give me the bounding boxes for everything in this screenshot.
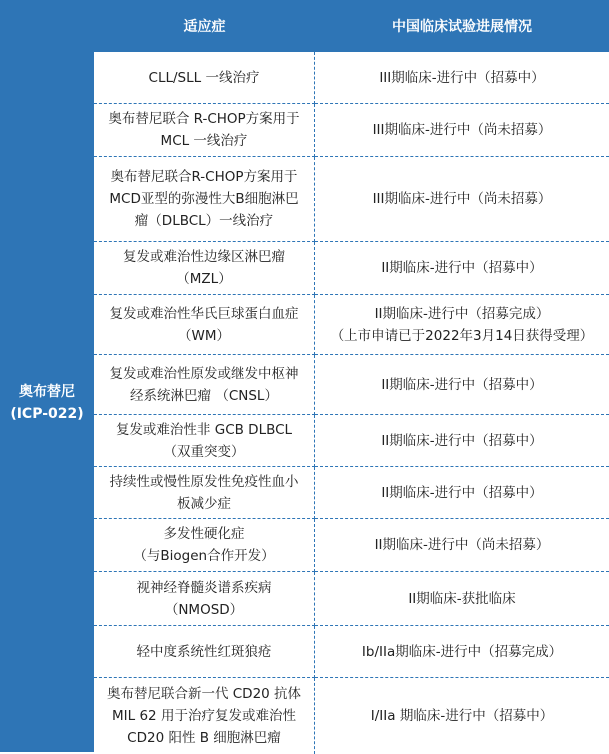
indication-line: 奥布替尼联合 R-CHOP方案用于 bbox=[108, 111, 300, 127]
indication-line: 复发或难治性边缘区淋巴瘤 bbox=[123, 249, 285, 265]
indication-line: 视神经脊髓炎谱系疾病 bbox=[136, 579, 272, 596]
indication-line: MCD亚型的弥漫性大B细胞淋巴 bbox=[109, 191, 299, 207]
header-corner bbox=[0, 0, 94, 52]
indication-cell bbox=[94, 104, 315, 157]
indication-line: （MZL） bbox=[176, 271, 232, 287]
status-line: II期临床-进行中（招募中） bbox=[381, 484, 543, 501]
indication-cell bbox=[94, 355, 315, 415]
status-line: II期临床-获批临床 bbox=[408, 590, 516, 607]
drug-label bbox=[0, 52, 94, 754]
status-cell bbox=[315, 157, 609, 242]
header-indication: 适应症 bbox=[183, 19, 226, 35]
indication-line: 复发或难治性非 GCB DLBCL bbox=[115, 421, 293, 438]
status-cell bbox=[315, 415, 609, 467]
status-line: II期临床-进行中（招募中） bbox=[381, 432, 543, 449]
indication-line: 经系统淋巴瘤 （CNSL） bbox=[130, 387, 278, 404]
status-line: II期临床-进行中（招募中） bbox=[381, 260, 543, 276]
status-cell bbox=[315, 295, 609, 355]
indication-line: （NMOSD） bbox=[164, 601, 244, 618]
indication-line: 奥布替尼联合R-CHOP方案用于 bbox=[110, 169, 298, 185]
indication-line: 板减少症 bbox=[177, 495, 231, 512]
status-line: III期临床-进行中（尚未招募） bbox=[372, 191, 552, 207]
header-progress: 中国临床试验进展情况 bbox=[392, 19, 532, 35]
indication-line: 多发性硬化症 bbox=[163, 526, 245, 542]
indication-line: 复发或难治性华氏巨球蛋白血症 bbox=[109, 305, 299, 322]
status-line: II期临床-进行中（招募中） bbox=[381, 376, 543, 393]
indication-line: 轻中度系统性红斑狼疮 bbox=[136, 643, 272, 660]
indication-line: CD20 阳性 B 细胞淋巴瘤 bbox=[127, 730, 281, 746]
status-line: III期临床-进行中（招募中） bbox=[379, 69, 545, 86]
indication-cell bbox=[94, 626, 315, 678]
drug-code: (ICP-022) bbox=[10, 406, 84, 422]
status-line: II期临床-进行中（尚未招募） bbox=[374, 537, 550, 553]
indication-line: 奥布替尼联合新一代 CD20 抗体 bbox=[106, 686, 302, 702]
status-cell bbox=[315, 355, 609, 415]
indication-line: CLL/SLL 一线治疗 bbox=[148, 69, 260, 86]
status-cell bbox=[315, 678, 609, 754]
status-line: III期临床-进行中（尚未招募） bbox=[372, 122, 552, 138]
status-cell bbox=[315, 467, 609, 519]
indication-line: （与Biogen合作开发） bbox=[133, 548, 275, 564]
indication-cell bbox=[94, 519, 315, 572]
indication-cell bbox=[94, 415, 315, 467]
status-cell bbox=[315, 242, 609, 295]
indication-line: 复发或难治性原发或继发中枢神 bbox=[109, 365, 299, 382]
indication-line: 瘤（DLBCL）一线治疗 bbox=[134, 213, 274, 229]
indication-cell bbox=[94, 678, 315, 754]
indication-cell bbox=[94, 242, 315, 295]
indication-cell bbox=[94, 157, 315, 242]
drug-name: 奥布替尼 bbox=[19, 384, 75, 400]
indication-line: MCL 一线治疗 bbox=[160, 133, 248, 149]
status-line: Ib/IIa期临床-进行中（招募完成） bbox=[361, 643, 563, 660]
status-line: II期临床-进行中（招募完成） bbox=[374, 305, 550, 322]
status-line: （上市申请已于2022年3月14日获得受理） bbox=[330, 327, 594, 344]
status-cell bbox=[315, 52, 609, 104]
status-cell bbox=[315, 626, 609, 678]
indication-line: 持续性或慢性原发性免疫性血小 bbox=[109, 473, 299, 490]
status-cell bbox=[315, 519, 609, 572]
indication-cell bbox=[94, 467, 315, 519]
indication-cell bbox=[94, 572, 315, 626]
indication-cell bbox=[94, 295, 315, 355]
status-line: I/IIa 期临床-进行中（招募中） bbox=[370, 708, 554, 724]
status-cell bbox=[315, 572, 609, 626]
indication-line: （WM） bbox=[178, 327, 230, 344]
indication-line: （双重突变） bbox=[163, 443, 245, 460]
indication-line: MIL 62 用于治疗复发或难治性 bbox=[112, 708, 296, 724]
status-cell bbox=[315, 104, 609, 157]
indication-cell bbox=[94, 52, 315, 104]
